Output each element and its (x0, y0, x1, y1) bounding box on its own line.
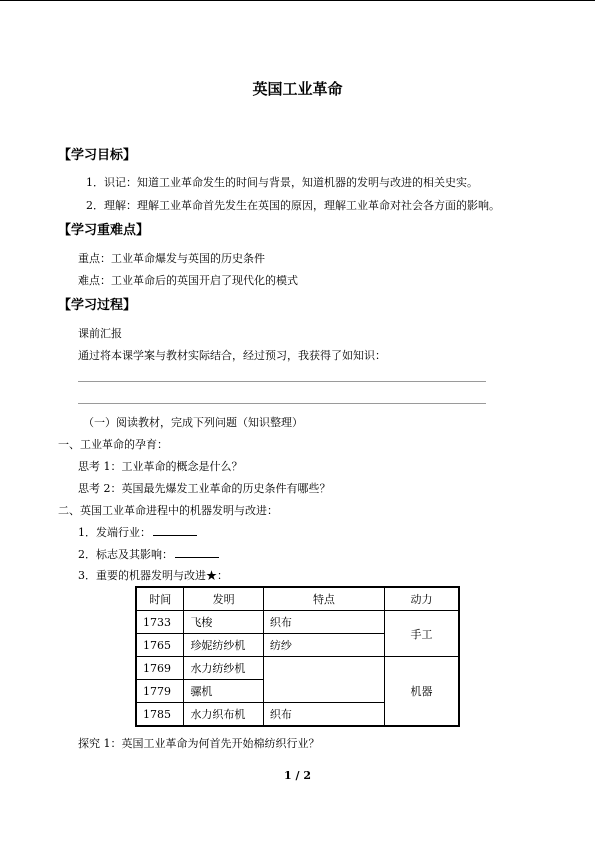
table-header-row (136, 587, 459, 611)
cell-feature: 纺纱 (263, 634, 384, 657)
table-row (136, 657, 459, 680)
item-symbol-label: 2．标志及其影响： (78, 548, 173, 561)
item-symbol-impact (78, 546, 219, 562)
fill-blank-1[interactable] (153, 525, 197, 536)
answer-line-2[interactable] (78, 403, 486, 404)
key-point: 重点：工业革命爆发与英国的历史条件 (78, 252, 265, 265)
header-time: 时间 (136, 587, 184, 611)
think-2: 思考 2：英国最先爆发工业革命的历史条件有哪些？ (78, 482, 331, 495)
answer-line-1[interactable] (78, 381, 486, 382)
think-1: 思考 1：工业革命的概念是什么？ (78, 460, 243, 473)
item-origin-industry (78, 524, 197, 540)
cell-power-machine: 机器 (384, 657, 459, 727)
inventions-table (135, 586, 460, 727)
pre-class-intro: 通过将本课学案与教材实际结合，经过预习，我获得了如知识： (78, 349, 386, 362)
top-rule (0, 0, 595, 1)
header-power: 动力 (384, 587, 459, 611)
goal-2: 2．理解：理解工业革命首先发生在英国的原因，理解工业革命对社会各方面的影响。 (86, 199, 500, 212)
cell-invention: 水力织布机 (184, 703, 263, 727)
cell-invention: 水力纺纱机 (184, 657, 263, 680)
fill-blank-2[interactable] (175, 547, 219, 558)
item-origin-label: 1．发端行业： (78, 526, 151, 539)
section-keypoints-heading: 【学习重难点】 (58, 223, 150, 238)
cell-feature: 织布 (263, 703, 384, 727)
section-goals-heading: 【学习目标】 (58, 148, 137, 163)
goal-1: 1．识记：知道工业革命发生的时间与背景，知道机器的发明与改进的相关史实。 (86, 176, 478, 189)
explore-1: 探究 1：英国工业革命为何首先开始棉纺织行业？ (78, 737, 320, 750)
table-row (136, 611, 459, 634)
cell-feature-blank[interactable] (263, 657, 384, 703)
difficult-point: 难点：工业革命后的英国开启了现代化的模式 (78, 274, 298, 287)
pre-class-report: 课前汇报 (78, 327, 122, 340)
cell-year: 1779 (136, 680, 184, 703)
header-invention: 发明 (184, 587, 263, 611)
cell-feature: 织布 (263, 611, 384, 634)
page-title: 英国工业革命 (252, 80, 343, 98)
item-inventions: 3．重要的机器发明与改进★： (78, 569, 228, 582)
page-number: 1 / 2 (284, 769, 311, 782)
reading-task: （一）阅读教材，完成下列问题（知识整理） (83, 416, 303, 429)
cell-invention: 飞梭 (184, 611, 263, 634)
cell-year: 1765 (136, 634, 184, 657)
cell-year: 1785 (136, 703, 184, 727)
part2-title: 二、英国工业革命进程中的机器发明与改进： (58, 504, 278, 517)
part1-title: 一、工业革命的孕育： (58, 438, 168, 451)
cell-invention: 骡机 (184, 680, 263, 703)
header-feature: 特点 (263, 587, 384, 611)
section-process-heading: 【学习过程】 (58, 298, 137, 313)
cell-year: 1733 (136, 611, 184, 634)
cell-invention: 珍妮纺纱机 (184, 634, 263, 657)
cell-year: 1769 (136, 657, 184, 680)
cell-power-manual: 手工 (384, 611, 459, 657)
